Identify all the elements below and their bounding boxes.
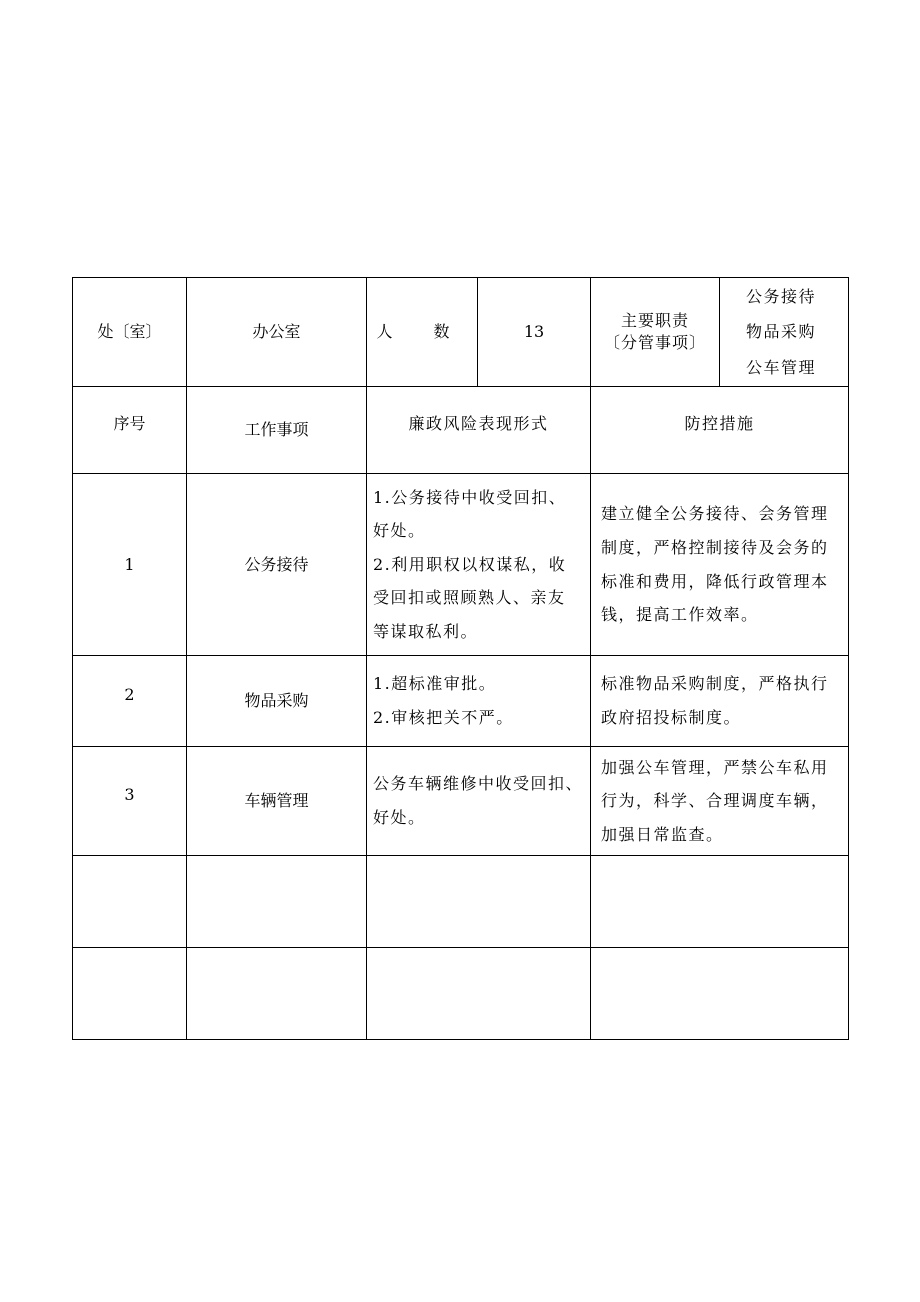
row-measure: 建立健全公务接待、会务管理 制度，严格控制接待及会务的 标准和费用，降低行政管理本 钱，提高工作效率。 bbox=[591, 474, 849, 656]
row-seq: 1 bbox=[73, 474, 187, 656]
row-risk: 1.超标准审批。 2.审核把关不严。 bbox=[367, 656, 591, 747]
row-seq: 2 bbox=[73, 656, 187, 747]
duty-item: 公车管理 bbox=[746, 357, 817, 377]
duties-list bbox=[720, 278, 849, 387]
empty-row bbox=[73, 856, 849, 948]
col-risk: 廉政风险表现形式 bbox=[367, 387, 591, 474]
empty-cell bbox=[367, 856, 591, 948]
office-label: 处〔室〕 bbox=[73, 278, 187, 387]
empty-cell bbox=[591, 856, 849, 948]
duties-label: 主要职责 〔分管事项〕 bbox=[591, 278, 720, 387]
table-row bbox=[73, 656, 849, 747]
col-item: 工作事项 bbox=[187, 387, 367, 474]
row-risk: 1.公务接待中收受回扣、 好处。 2.利用职权以权谋私，收 受回扣或照顾熟人、亲友 等谋取私利。 bbox=[367, 474, 591, 656]
count-label: 人 数 bbox=[367, 278, 478, 387]
row-item: 公务接待 bbox=[187, 474, 367, 656]
risk-control-table bbox=[72, 277, 849, 1040]
column-header-row bbox=[73, 387, 849, 474]
office-value: 办公室 bbox=[187, 278, 367, 387]
empty-cell bbox=[187, 856, 367, 948]
row-risk: 公务车辆维修中收受回扣、 好处。 bbox=[367, 747, 591, 856]
empty-cell bbox=[73, 856, 187, 948]
duty-item: 公务接待 bbox=[746, 287, 817, 307]
row-item: 物品采购 bbox=[187, 656, 367, 747]
table-row bbox=[73, 747, 849, 856]
col-measure: 防控措施 bbox=[591, 387, 849, 474]
empty-cell bbox=[367, 948, 591, 1040]
count-value: 13 bbox=[478, 278, 591, 387]
table-row bbox=[73, 474, 849, 656]
empty-cell bbox=[187, 948, 367, 1040]
row-seq: 3 bbox=[73, 747, 187, 856]
row-measure: 标准物品采购制度，严格执行 政府招投标制度。 bbox=[591, 656, 849, 747]
empty-cell bbox=[73, 948, 187, 1040]
duty-item: 物品采购 bbox=[746, 322, 817, 342]
empty-cell bbox=[591, 948, 849, 1040]
col-seq: 序号 bbox=[73, 387, 187, 474]
header-row bbox=[73, 278, 849, 387]
row-item: 车辆管理 bbox=[187, 747, 367, 856]
empty-row bbox=[73, 948, 849, 1040]
row-measure: 加强公车管理，严禁公车私用 行为，科学、合理调度车辆， 加强日常监查。 bbox=[591, 747, 849, 856]
